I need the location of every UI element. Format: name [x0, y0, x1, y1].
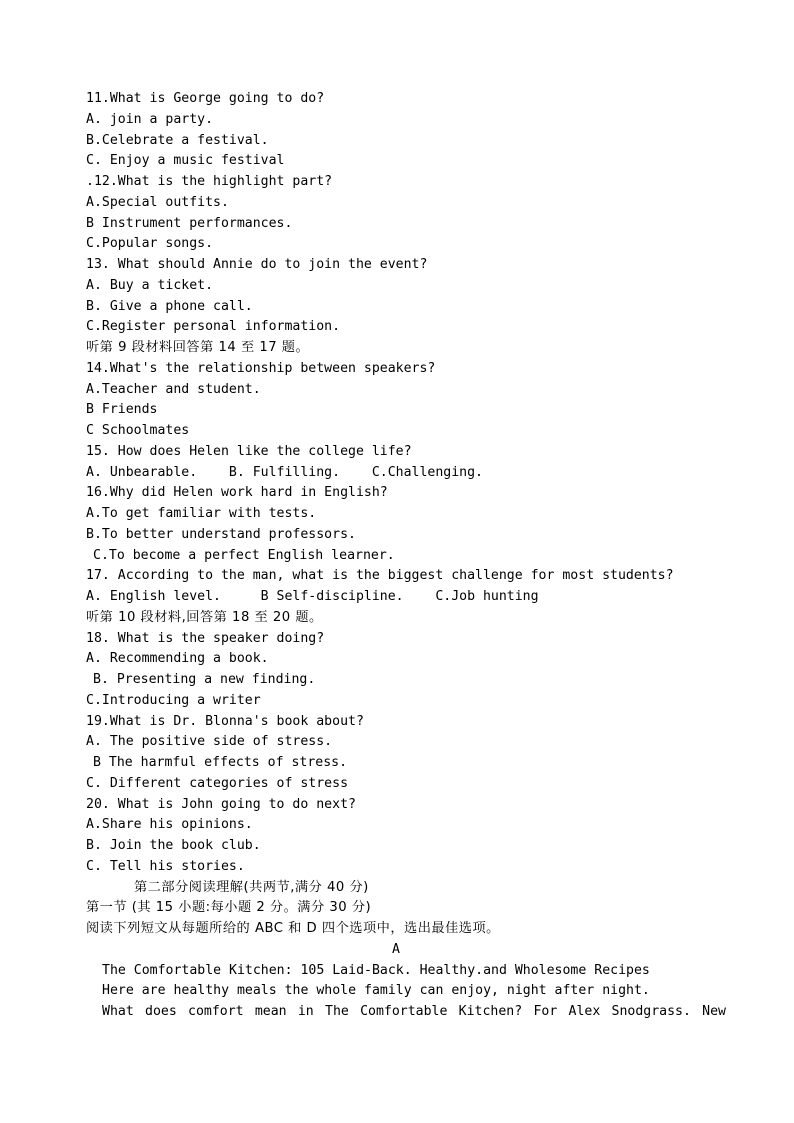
- q19-option-b: B The harmful effects of stress.: [93, 755, 348, 770]
- passage-line-2: What does comfort mean in The Comfortable Kitchen? For Alex Snodgrass. New: [102, 1004, 726, 1019]
- question-16: 16.Why did Helen work hard in English?: [86, 485, 388, 501]
- passage-line-1: Here are healthy meals the whole family can enjoy, night after night.: [102, 983, 650, 999]
- q14-option-c: C Schoolmates: [86, 423, 190, 438]
- question-12: .12.What is the highlight part?: [86, 174, 333, 189]
- section-instruction-9: 听第 9 段材料回答第 14 至 17 题。: [86, 340, 310, 355]
- q13-option-b: B. Give a phone call.: [86, 298, 253, 314]
- section-one-heading: 第一节 (其 15 小题:每小题 2 分。满分 30 分): [86, 900, 372, 916]
- section-instruction-10: 听第 10 段材料,回答第 18 至 20 题。: [86, 609, 323, 625]
- q17-options: A. English level. B Self-discipline. C.Job hunting: [86, 589, 539, 604]
- q20-option-c: C. Tell his stories.: [86, 858, 245, 874]
- q12-option-c: C.Popular songs.: [86, 236, 214, 252]
- q12-option-a: A.Special outfits.: [86, 194, 229, 210]
- passage-title: The Comfortable Kitchen: 105 Laid-Back. Healthy.and Wholesome Recipes: [102, 962, 650, 978]
- q11-option-c: C. Enjoy a music festival: [86, 153, 285, 169]
- q16-option-b: B.To better understand professors.: [86, 526, 356, 542]
- q11-option-b: B.Celebrate a festival.: [86, 132, 269, 148]
- q20-option-b: B. Join the book club.: [86, 838, 261, 853]
- q12-option-b: B Instrument performances.: [86, 215, 293, 231]
- passage-label: A: [392, 941, 400, 957]
- document-page: [86, 89, 726, 1023]
- question-15: 15. How does Helen like the college life?: [86, 443, 412, 459]
- q14-option-a: A.Teacher and student.: [86, 381, 261, 397]
- q18-option-c: C.Introducing a writer: [86, 692, 261, 708]
- q18-option-b: B. Presenting a new finding.: [93, 672, 316, 687]
- reading-instruction: 阅读下列短文从每题所给的 ABC 和 D 四个选项中，选出最佳选项。: [86, 921, 500, 936]
- q18-option-a: A. Recommending a book.: [86, 651, 269, 667]
- q20-option-a: A.Share his opinions.: [86, 817, 253, 833]
- question-19: 19.What is Dr. Blonna's book about?: [86, 713, 364, 729]
- q15-options: A. Unbearable. B. Fulfilling. C.Challenging.: [86, 464, 483, 480]
- question-14: 14.What's the relationship between speakers?: [86, 360, 436, 376]
- q19-option-a: A. The positive side of stress.: [86, 734, 333, 750]
- q13-option-a: A. Buy a ticket.: [86, 277, 214, 293]
- question-17: 17. According to the man, what is the biggest challenge for most students?: [86, 568, 674, 584]
- part-two-heading: 第二部分阅读理解(共两节,满分 40 分): [134, 879, 369, 895]
- question-20: 20. What is John going to do next?: [86, 796, 356, 812]
- q11-option-a: A. join a party.: [86, 111, 214, 127]
- q16-option-a: A.To get familiar with tests.: [86, 506, 317, 521]
- q13-option-c: C.Register personal information.: [86, 319, 341, 335]
- q16-option-c: C.To become a perfect English learner.: [93, 547, 395, 563]
- q14-option-b: B Friends: [86, 402, 158, 418]
- question-13: 13. What should Annie do to join the event?: [86, 257, 428, 272]
- question-11: 11.What is George going to do?: [86, 91, 325, 106]
- q19-option-c: C. Different categories of stress: [86, 775, 349, 791]
- question-18: 18. What is the speaker doing?: [86, 630, 325, 646]
